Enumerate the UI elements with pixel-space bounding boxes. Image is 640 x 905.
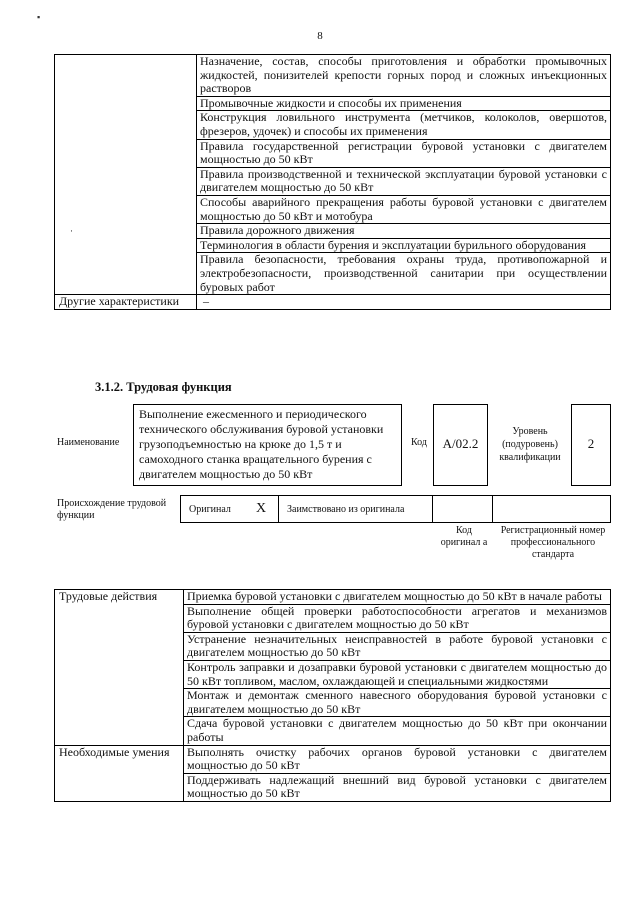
divider: [278, 496, 279, 522]
original-label: Оригинал: [189, 504, 231, 515]
original-mark: X: [256, 501, 267, 516]
required-skill-item: Поддерживать надлежащий внешний вид буровой установки с двигателем мощностью до 50 кВт: [184, 773, 611, 801]
function-name-box: [133, 404, 402, 486]
level-value: 2: [587, 436, 595, 451]
knowledge-item: Терминология в области бурения и эксплуатации бурильного оборудования: [197, 238, 611, 253]
labor-action-item: Выполнение общей проверки работоспособности агрегатов и механизмов буровой установки с двигателем мощностью до 50 кВт: [184, 604, 611, 632]
other-characteristics-label: Другие характеристики: [55, 295, 197, 310]
labor-action-item: Контроль заправки и дозаправки буровой установки с двигателем мощностью до 50 кВт топливом, маслом, охлаждающей и специальными жидкостями: [184, 660, 611, 688]
knowledge-item: Назначение, состав, способы приготовления и обработки промывочных жидкостей, понизителей крепости горных пород и сложных инъекционных растворов: [197, 55, 611, 97]
labor-action-item: Устранение незначительных неисправностей в работе буровой установки с двигателем мощностью до 50 кВт: [184, 632, 611, 660]
margin-mark: ▪: [37, 12, 41, 22]
knowledge-item: Конструкция ловильного инструмента (метчиков, колоколов, овершотов, фрезеров, удочек) и способы их применения: [197, 111, 611, 139]
section-heading: 3.1.2. Трудовая функция: [95, 380, 232, 394]
knowledge-item: Правила дорожного движения: [197, 224, 611, 239]
origin-row: [180, 495, 611, 523]
labor-action-item: Монтаж и демонтаж сменного навесного оборудования буровой установки с двигателем мощностью до 50 кВт: [184, 689, 611, 717]
knowledge-item: Промывочные жидкости и способы их применения: [197, 96, 611, 111]
code-original-label: Код оригинал а: [440, 525, 488, 548]
code-label: Код: [411, 437, 427, 448]
divider: [432, 496, 433, 522]
labor-action-item: Сдача буровой установки с двигателем мощностью до 50 кВт при окончании работы: [184, 717, 611, 745]
labor-actions-label: Трудовые действия: [55, 590, 184, 746]
code-box: [433, 404, 488, 486]
page-number: 8: [317, 30, 323, 42]
knowledge-item: Способы аварийного прекращения работы буровой установки с двигателем мощностью до 50 кВт и мотобура: [197, 195, 611, 223]
knowledge-table: [54, 54, 611, 310]
knowledge-item: Правила государственной регистрации буровой установки с двигателем мощностью до 50 кВт: [197, 139, 611, 167]
other-characteristics-value: –: [197, 295, 611, 310]
side-mark: ·: [70, 226, 73, 236]
origin-label: Происхождение трудовой функции: [57, 498, 167, 521]
function-name-value: Выполнение ежесменного и периодического технического обслуживания буровой установки грузоподъемностью на крюке до 1,5 т и самоходного станка вращательного бурения с двигателем мощностью до 50 кВт: [139, 407, 384, 481]
labor-action-item: Приемка буровой установки с двигателем мощностью до 50 кВт в начале работы: [184, 590, 611, 605]
level-box: [571, 404, 611, 486]
labor-actions-table: [54, 589, 611, 802]
knowledge-item: Правила производственной и технической эксплуатации буровой установки с двигателем мощностью до 50 кВт: [197, 167, 611, 195]
required-skill-item: Выполнять очистку рабочих органов буровой установки с двигателем мощностью до 50 кВт: [184, 745, 611, 773]
divider: [492, 496, 493, 522]
reg-number-label: Регистрационный номер профессионального стандарта: [500, 525, 606, 560]
name-label: Наименование: [57, 437, 120, 448]
required-skills-label: Необходимые умения: [55, 745, 184, 801]
level-label: Уровень (подуровень) квалификации: [499, 426, 561, 463]
knowledge-label-cell: [55, 55, 197, 295]
knowledge-item: Правила безопасности, требования охраны труда, противопожарной и электробезопасности, производственной санитарии при осуществлении буровых работ: [197, 253, 611, 295]
code-value: А/02.2: [442, 436, 479, 451]
borrowed-label: Заимствовано из оригинала: [287, 504, 405, 515]
